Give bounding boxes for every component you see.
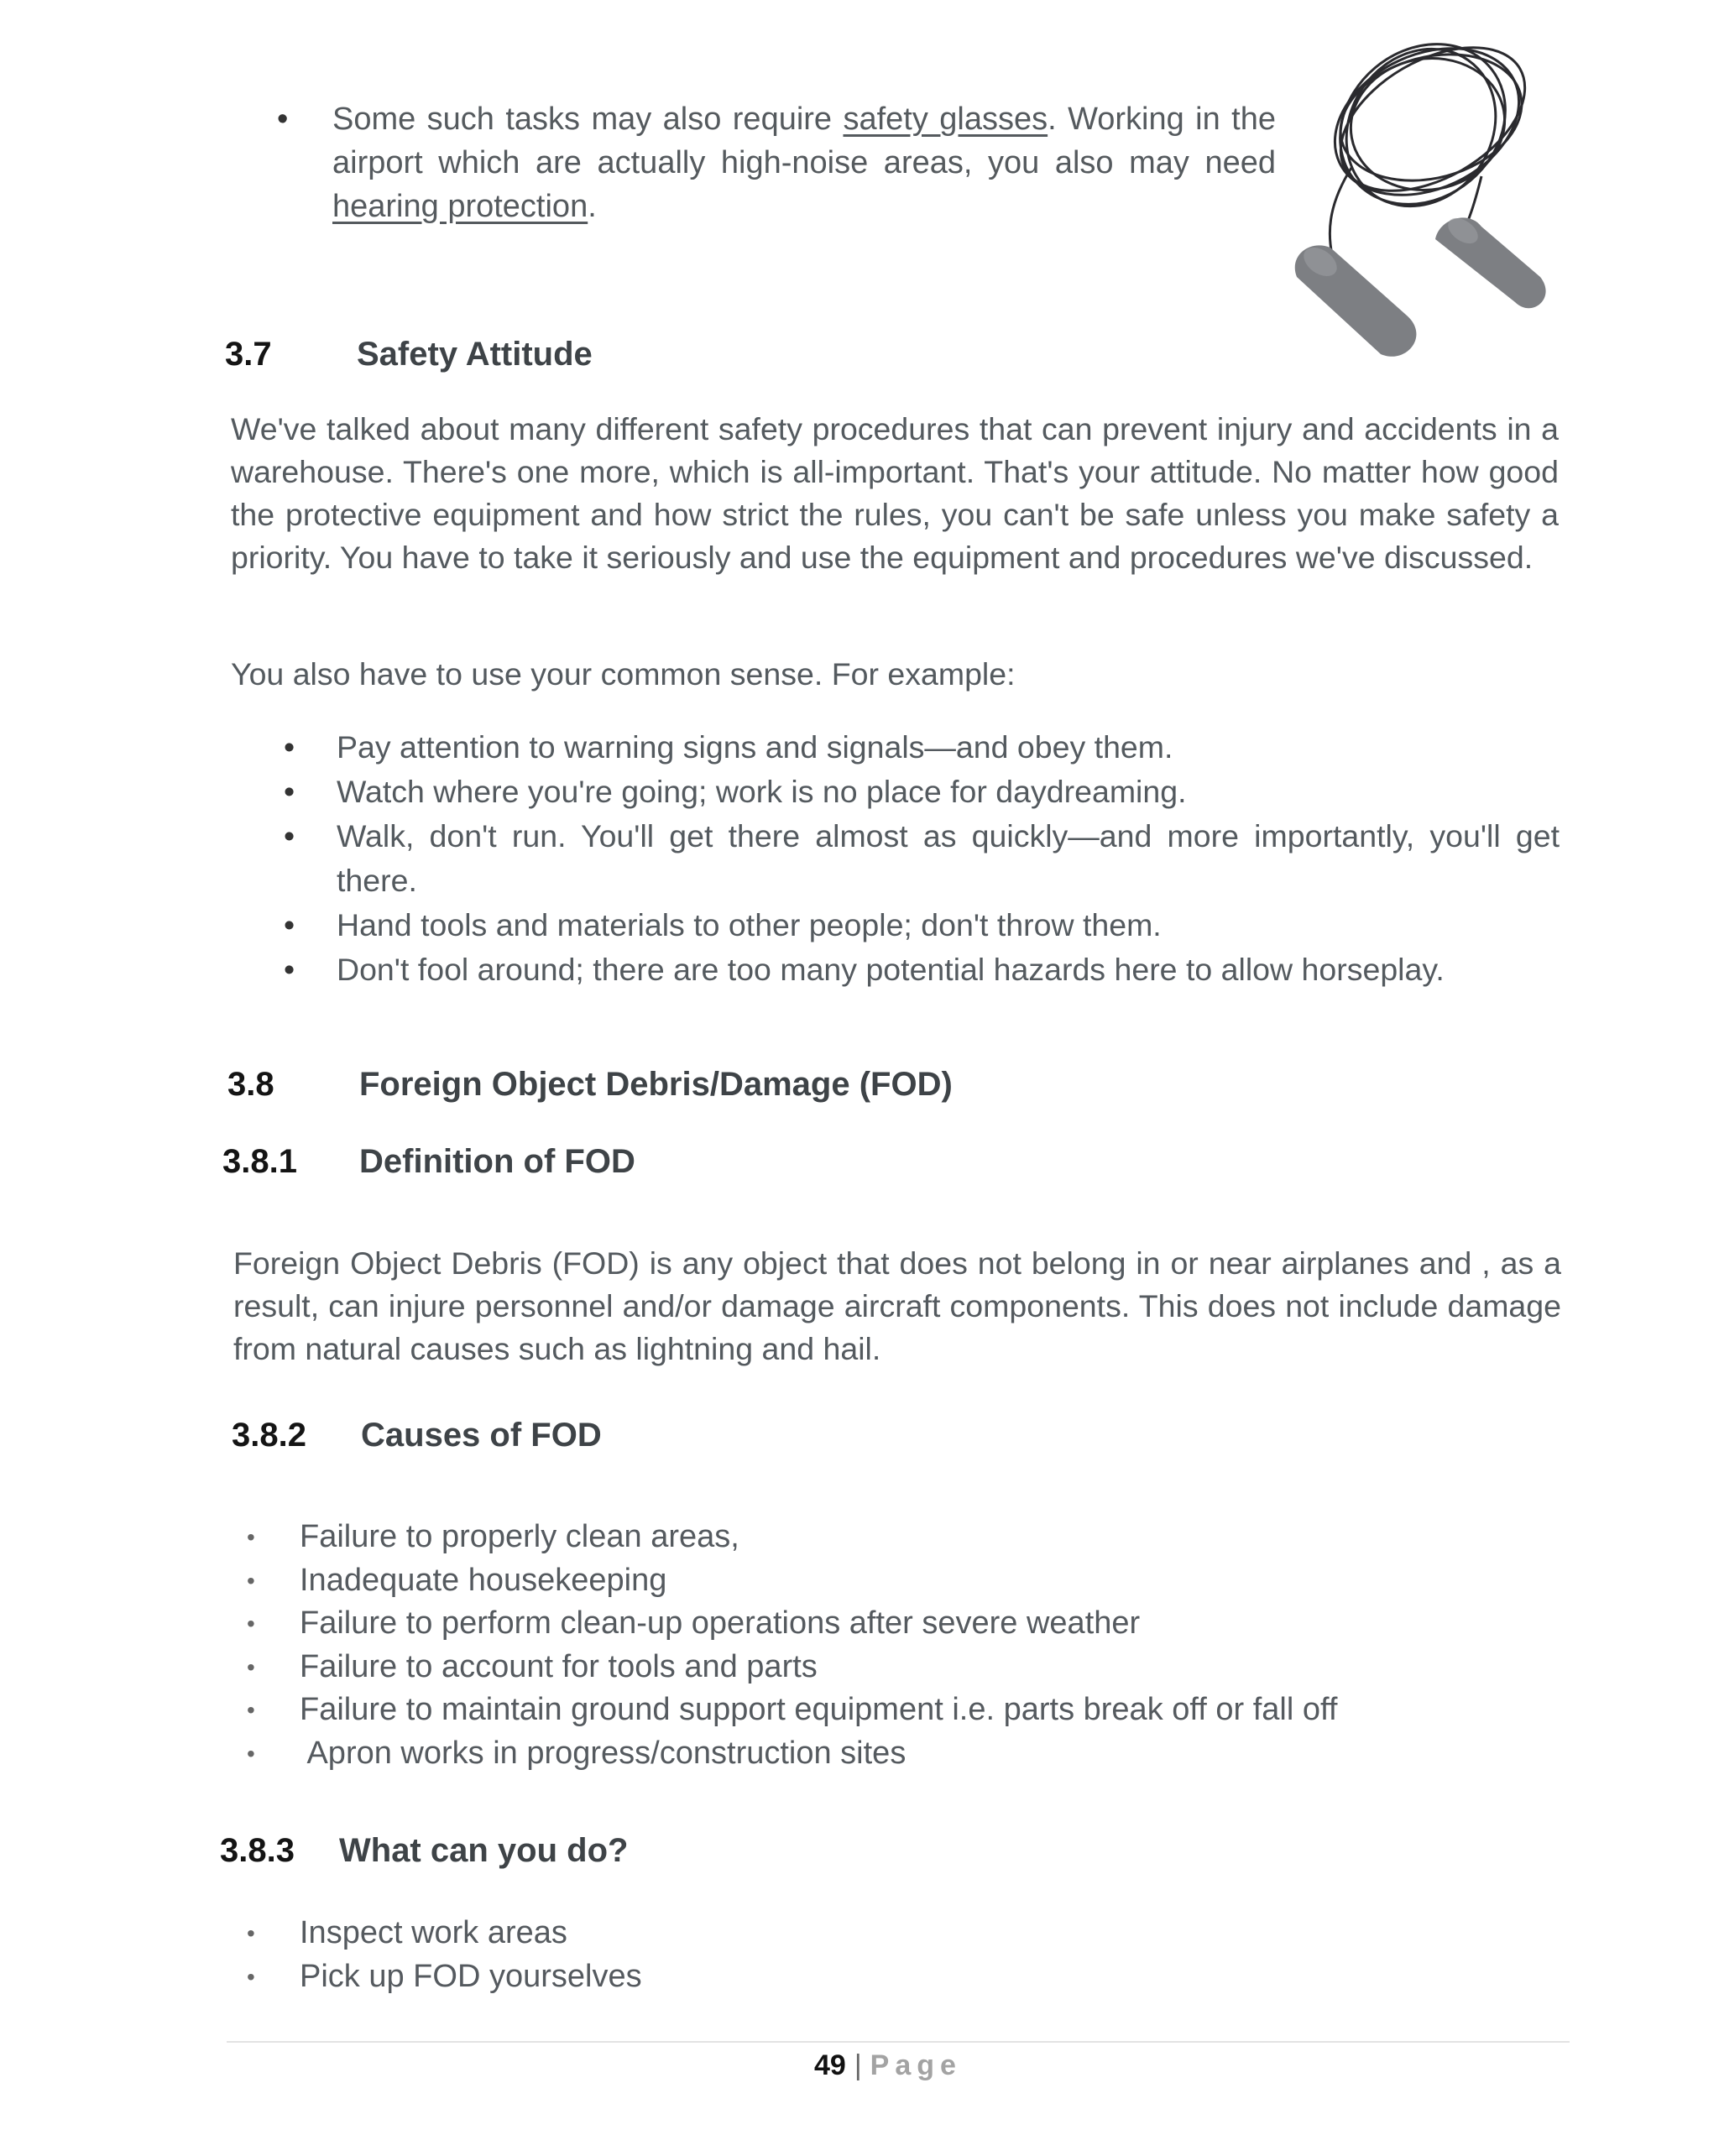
footer-divider [227, 2041, 1570, 2043]
list-item: • Don't fool around; there are too many potential hazards here to allow horseplay. [284, 952, 1445, 987]
section-title: Causes of FOD [361, 1417, 602, 1454]
list-item: • Failure to properly clean areas, [247, 1519, 739, 1554]
what-can-you-do-list [247, 1912, 1422, 1998]
list-item: • Failure to maintain ground support equipment i.e. parts break off or fall off [247, 1692, 1338, 1727]
section-number: 3.8.1 [222, 1143, 297, 1180]
list-item: • Failure to account for tools and parts [247, 1648, 818, 1684]
list-item: • Walk, don't run. You'll get there almost as quickly—and more importantly, you'll get there. [284, 818, 1560, 898]
section-title: Foreign Object Debris/Damage (FOD) [359, 1066, 953, 1103]
list-item: • Apron works in progress/construction sites [247, 1735, 907, 1771]
intro-bullet-text: Some such tasks may also require safety glasses. Working in the airport which are actually high-noise areas, you also may need hearing protection. [332, 102, 1276, 224]
common-sense-intro: You also have to use your common sense. For example: [231, 656, 1016, 692]
section-number: 3.8.2 [232, 1417, 306, 1454]
list-item: • Inspect work areas [247, 1915, 567, 1950]
section-number: 3.8 [227, 1066, 274, 1103]
page-label: Page [870, 2049, 962, 2081]
section-number: 3.7 [225, 336, 272, 373]
bullet-marker: • [277, 102, 289, 137]
safety-glasses-link[interactable]: safety glasses [843, 102, 1048, 137]
list-item: • Pay attention to warning signs and signals—and obey them. [284, 729, 1173, 765]
section-title: Safety Attitude [357, 336, 593, 373]
hearing-protection-link[interactable]: hearing protection [332, 189, 588, 224]
page-number: 49 [814, 2049, 846, 2081]
list-item: • Watch where you're going; work is no place for daydreaming. [284, 774, 1187, 809]
list-item: • Failure to perform clean-up operations after severe weather [247, 1605, 1141, 1641]
section-title: What can you do? [339, 1832, 629, 1869]
section-title: Definition of FOD [359, 1143, 635, 1180]
list-item: • Hand tools and materials to other people; don't throw them. [284, 907, 1162, 942]
list-item: • Inadequate housekeeping [247, 1562, 667, 1598]
safety-attitude-paragraph: We've talked about many different safety procedures that can prevent injury and accidents in a warehouse. There's one more, which is all-important. That's your attitude. No matter how good the protective equipment and how strict the rules, you can't be safe unless you make safety a priority. You have to take it seriously and use the equipment and procedures we've discussed. [231, 411, 1559, 575]
fod-definition-paragraph: Foreign Object Debris (FOD) is any object that does not belong in or near airplanes and , as a result, can injure personnel and/or damage aircraft components. This does not include damage from natural causes such as lightning and hail. [233, 1245, 1561, 1366]
intro-bullet [277, 97, 1276, 228]
fod-causes-list [247, 1516, 1422, 1775]
section-number: 3.8.3 [220, 1832, 295, 1869]
footer-separator: | [854, 2049, 862, 2081]
common-sense-list [284, 725, 1560, 992]
earplugs-image [1272, 25, 1549, 378]
page-footer [814, 2049, 962, 2082]
list-item: • Pick up FOD yourselves [247, 1958, 642, 1994]
